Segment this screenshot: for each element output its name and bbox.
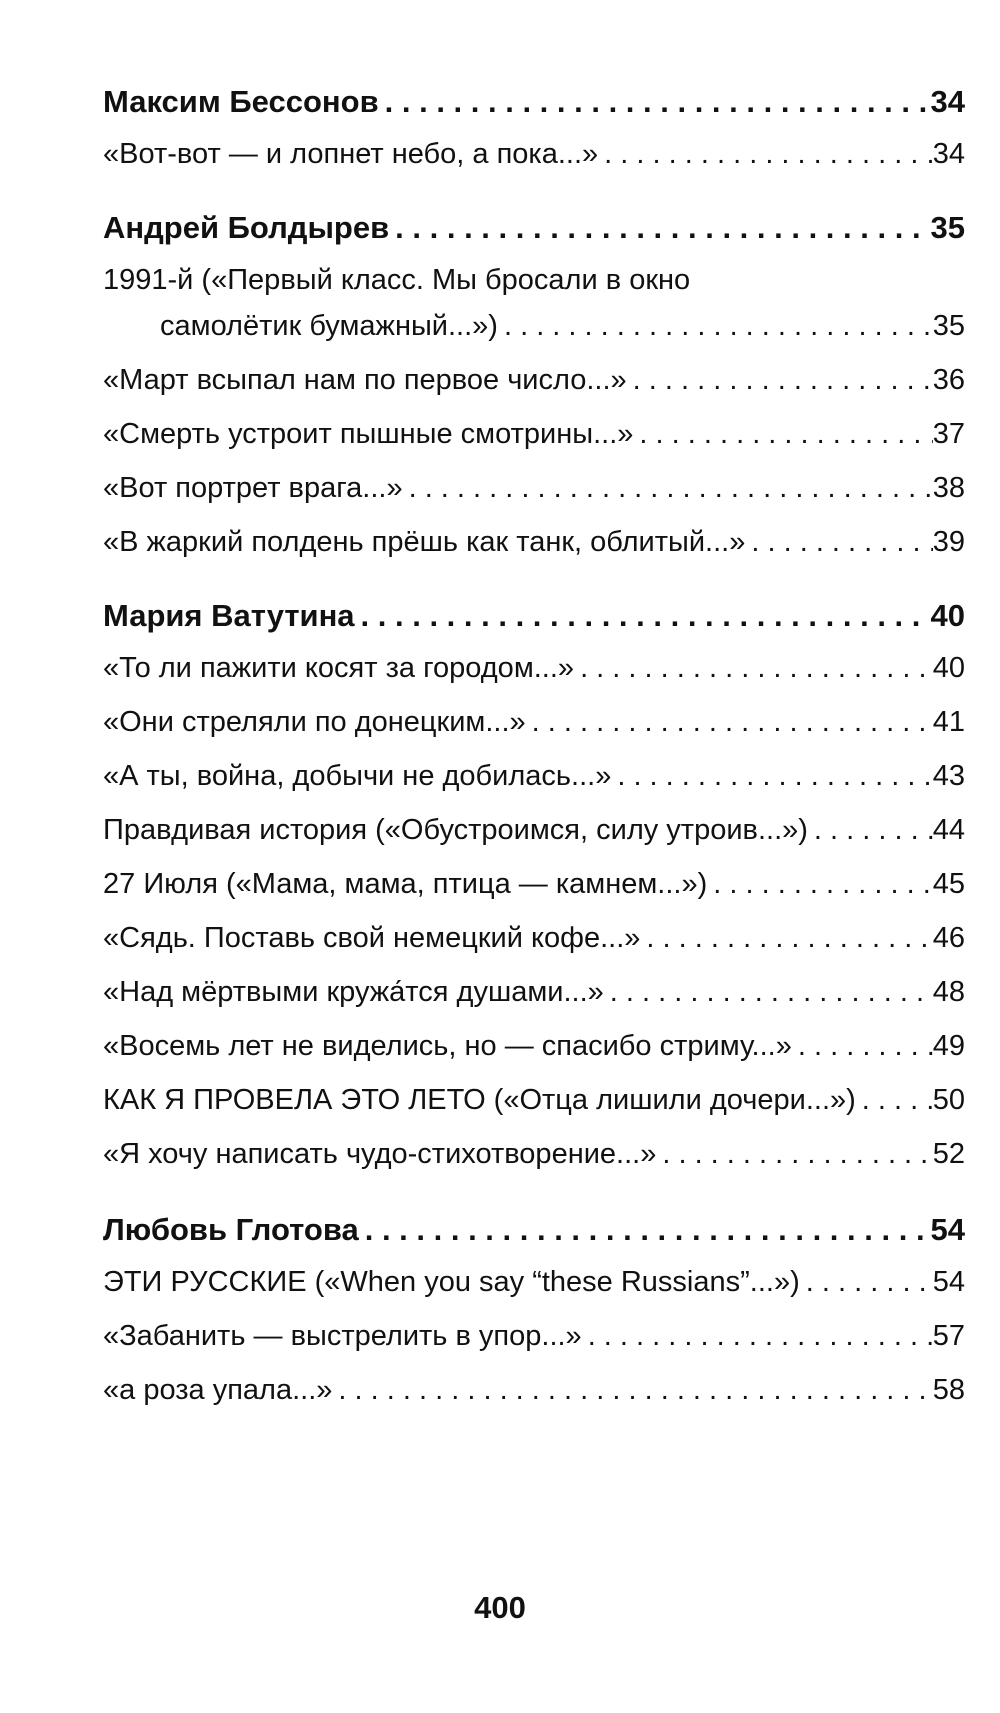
entry-page: 45 [932,868,965,900]
entry-page: 34 [932,138,965,170]
toc-entry [103,1318,965,1354]
dot-leader [389,210,930,246]
entry-title: «Вот-вот — и лопнет небо, а пока...» [103,138,599,170]
toc-entry [103,650,965,686]
entry-page: 35 [932,310,965,342]
dot-leader [332,1372,932,1408]
entry-page: 44 [932,814,965,846]
entry-title: «В жаркий полдень прёшь как танк, облитый...» [103,526,746,558]
entry-page: 57 [932,1320,965,1352]
entry-title: «а роза упала...» [103,1374,333,1406]
toc-entry [103,1082,965,1118]
entry-page: 38 [932,472,965,504]
dot-leader [745,524,932,560]
dot-leader [355,598,931,634]
entry-title: «Смерть устроит пышные смотрины...» [103,418,634,450]
entry-page: 48 [932,976,965,1008]
entry-title: КАК Я ПРОВЕЛА ЭТО ЛЕТО («Отца лишили дочери...») [103,1084,856,1116]
author-name: Мария Ватутина [103,598,355,633]
entry-page: 54 [932,1266,965,1298]
entry-page: 49 [932,1030,965,1062]
dot-leader [604,974,933,1010]
entry-title: «Забанить — выстрелить в упор...» [103,1320,582,1352]
entry-page: 58 [932,1374,965,1406]
entry-page: 50 [932,1084,965,1116]
toc-entry [103,1264,965,1300]
entry-title: «Я хочу написать чудо-стихотворение...» [103,1138,657,1170]
entry-page: 37 [932,418,965,450]
dot-leader [403,470,933,506]
toc-author-row [103,210,965,246]
dot-leader [808,812,933,848]
entry-page: 36 [932,364,965,396]
dot-leader [627,362,933,398]
entry-title: «То ли пажити косят за городом...» [103,652,575,684]
entry-title: «Они стреляли по донецким...» [103,706,526,738]
entry-page: 41 [932,706,965,738]
entry-title: самолётик бумажный...») [160,310,498,342]
entry-page: 43 [932,760,965,792]
dot-leader [656,1136,932,1172]
dot-leader [379,84,931,120]
toc-entry [103,704,965,740]
dot-leader [792,1028,933,1064]
dot-leader [640,920,932,956]
toc-entry [103,136,965,172]
toc-entry [160,308,965,344]
entry-title: «Сядь. Поставь свой немецкий кофе...» [103,922,641,954]
toc-entry [103,974,965,1010]
author-page: 34 [930,84,965,119]
entry-title: «Март всыпал нам по первое число...» [103,364,627,396]
author-page: 54 [930,1212,965,1247]
entry-title: «Вот портрет врага...» [103,472,403,504]
author-page: 40 [930,598,965,633]
entry-page: 46 [932,922,965,954]
dot-leader [633,416,932,452]
author-name: Андрей Болдырев [103,210,390,245]
entry-title: 27 Июля («Мама, мама, птица — камнем...») [103,868,708,900]
dot-leader [582,1318,933,1354]
author-name: Максим Бессонов [103,84,379,119]
toc-entry [103,812,965,848]
author-name: Любовь Глотова [103,1212,359,1247]
author-page: 35 [930,210,965,245]
entry-page: 52 [932,1138,965,1170]
dot-leader [611,758,932,794]
dot-leader [359,1212,931,1248]
entry-title-line1: 1991-й («Первый класс. Мы бросали в окно [103,264,691,296]
toc-entry [103,920,965,956]
dot-leader [526,704,933,740]
page-number: 400 [474,1590,526,1625]
toc-entry [103,1372,965,1408]
dot-leader [707,866,932,902]
toc-entry [103,1028,965,1064]
entry-title: ЭТИ РУССКИЕ («When you say “these Russians”...») [103,1266,800,1298]
dot-leader [598,136,933,172]
toc-author-row [103,1212,965,1248]
entry-title: «А ты, война, добычи не добилась...» [103,760,612,792]
entry-title: «Над мёртвыми кружа́тся душами...» [103,976,604,1008]
entry-title: Правдивая история («Обустроимся, силу утроив...») [103,814,808,846]
toc-entry [103,1136,965,1172]
toc-author-row [103,84,965,120]
entry-page: 40 [932,652,965,684]
toc-entry [103,470,965,506]
entry-page: 39 [932,526,965,558]
entry-title: «Восемь лет не виделись, но — спасибо стриму...» [103,1030,792,1062]
toc-entry [103,416,965,452]
toc-entry [103,524,965,560]
toc-author-row [103,598,965,634]
dot-leader [856,1082,933,1118]
toc-entry [103,866,965,902]
dot-leader [574,650,933,686]
dot-leader [498,308,933,344]
toc-entry [103,758,965,794]
toc-entry [103,362,965,398]
dot-leader [800,1264,933,1300]
